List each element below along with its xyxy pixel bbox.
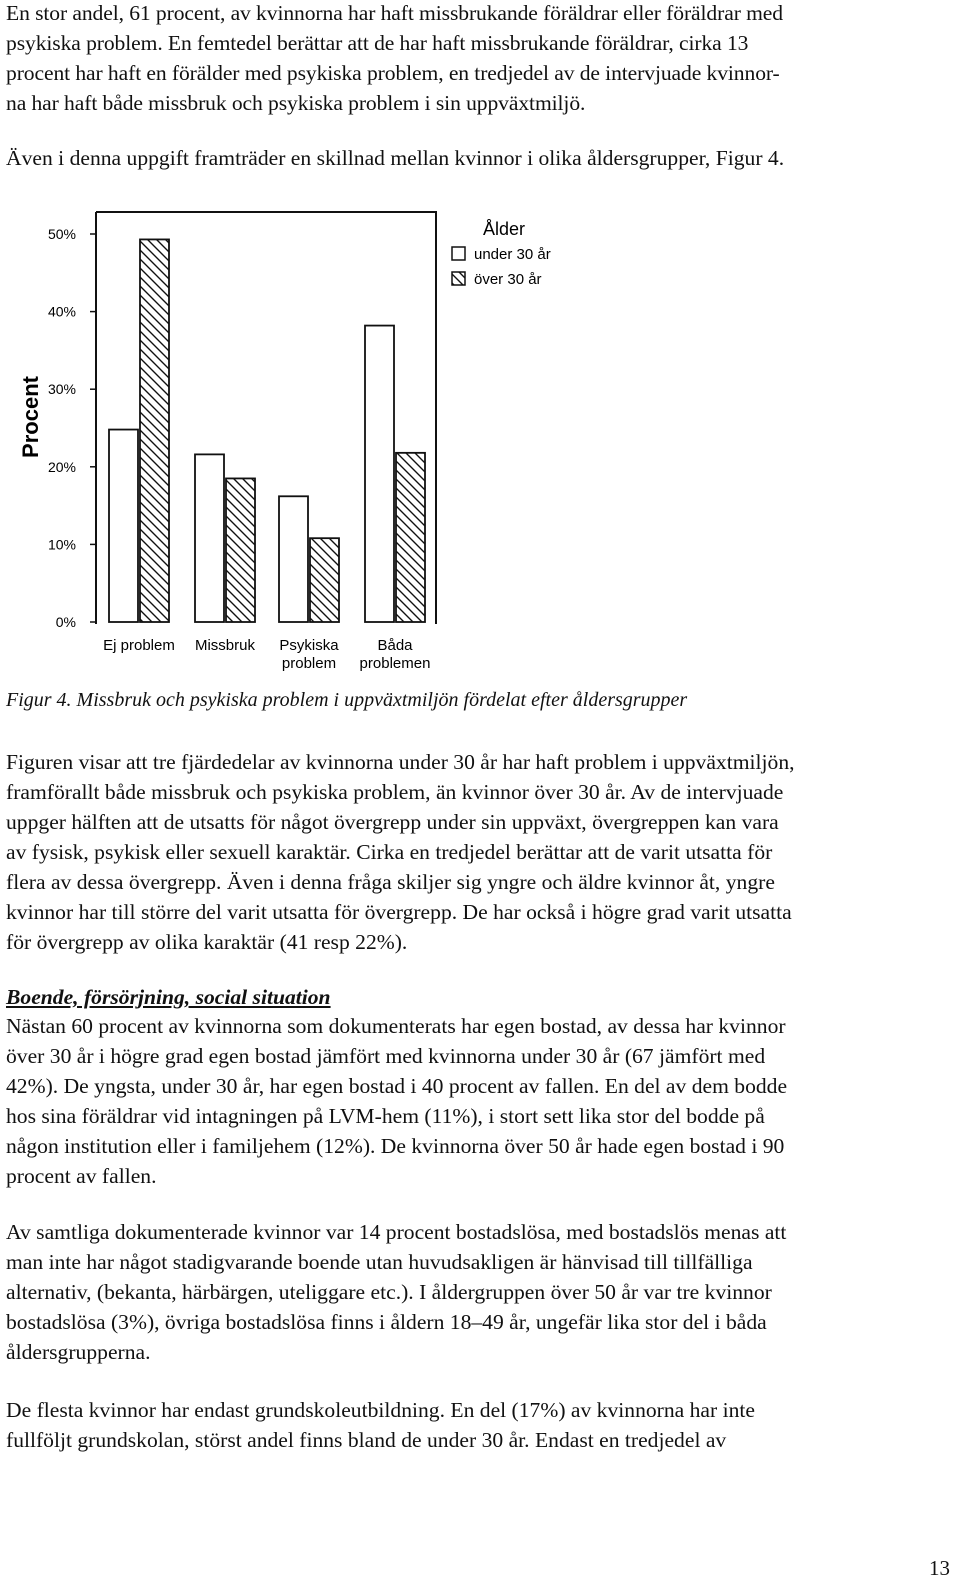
intro-paragraph: [6, 0, 956, 118]
x-category-label: Båda: [377, 637, 413, 654]
text-line: någon institution eller i familjehem (12%). De kvinnorna över 50 år hade egen bostad i 90: [6, 1134, 785, 1158]
text-line: De flesta kvinnor har endast grundskoleutbildning. En del (17%) av kvinnorna har inte: [6, 1398, 755, 1422]
text-line: psykiska problem. En femtedel berättar att de har haft missbrukande föräldrar, cirka 13: [6, 31, 749, 55]
text-line: na har haft både missbruk och psykiska problem i sin uppväxtmiljö.: [6, 91, 586, 115]
text-line: åldersgrupperna.: [6, 1340, 151, 1364]
text-line: uppger hälften att de utsatts för något övergrepp under sin uppväxt, övergreppen kan vara: [6, 810, 779, 834]
y-tick-label: 0%: [55, 614, 76, 630]
bar-over-30: [226, 478, 255, 622]
y-tick-label: 50%: [47, 226, 76, 242]
x-category-label: problemen: [359, 655, 431, 672]
y-axis-label: Procent: [18, 376, 43, 458]
text-line: man inte har något stadigvarande boende utan huvudsakligen är hänvisad till tillfälliga: [6, 1250, 753, 1274]
x-category-label: Psykiska: [279, 637, 339, 654]
bar-under-30: [365, 326, 394, 622]
legend-title: Ålder: [483, 219, 526, 239]
text-line: av fysisk, psykisk eller sexuell karaktär. Cirka en tredjedel berättar att de varit utsatta för: [6, 840, 773, 864]
bar-over-30: [310, 538, 339, 622]
bar-over-30: [396, 453, 425, 622]
text-line: Även i denna uppgift framträder en skillnad mellan kvinnor i olika åldersgrupper, Figur 4.: [6, 146, 785, 170]
text-line: bostadslösa (3%), övriga bostadslösa finns i åldern 18–49 år, ungefär lika stor del i båda: [6, 1310, 767, 1334]
bar-under-30: [195, 454, 224, 622]
text-line: flera av dessa övergrepp. Även i denna fråga skiljer sig yngre och äldre kvinnor åt, yngre: [6, 870, 775, 894]
bar-under-30: [109, 430, 138, 622]
x-category-label: problem: [281, 655, 337, 672]
text-line: över 30 år i högre grad egen bostad jämfört med kvinnorna under 30 år (67 jämfört med: [6, 1044, 766, 1068]
text-line: procent av fallen.: [6, 1164, 157, 1188]
y-tick-label: 20%: [47, 458, 76, 475]
text-line: kvinnor har till större del varit utsatta för övergrepp. De har också i högre grad varit utsatta: [6, 900, 792, 924]
legend-entry-label: över 30 år: [474, 271, 542, 288]
housing-paragraph: [6, 1011, 956, 1191]
bar-chart: [0, 200, 960, 690]
homeless-paragraph: [6, 1217, 956, 1367]
text-line: alternativ, (bekanta, härbärgen, uteliggare etc.). I åldergruppen över 50 år var tre kvinnor: [6, 1280, 772, 1304]
y-tick-label: 30%: [47, 381, 76, 398]
y-tick-label: 40%: [47, 303, 76, 320]
text-line: för övergrepp av olika karaktär (41 resp 22%).: [6, 930, 408, 954]
x-category-label: Ej problem: [103, 637, 175, 654]
text-line: Nästan 60 procent av kvinnorna som dokumenterats har egen bostad, av dessa har kvinnor: [6, 1014, 786, 1038]
text-line: procent har haft en förälder med psykiska problem, en tredjedel av de intervjuade kvinnor-: [6, 61, 780, 85]
x-category-label: Missbruk: [194, 637, 256, 654]
text-line: En stor andel, 61 procent, av kvinnorna har haft missbrukande föräldrar eller föräldrar med: [6, 1, 783, 25]
text-line: framförallt både missbruk och psykiska problem, än kvinnor över 30 år. Av de intervjuade: [6, 780, 784, 804]
text-line: 42%). De yngsta, under 30 år, har egen bostad i 40 procent av fallen. En del av dem bodde: [6, 1074, 788, 1098]
figure-discussion-paragraph: [6, 747, 956, 957]
legend-swatch: [452, 247, 465, 260]
figure-4-chart: [0, 200, 960, 690]
bar-under-30: [279, 496, 308, 622]
text-line: fullföljt grundskolan, störst andel finns bland de under 30 år. Endast en tredjedel av: [6, 1428, 727, 1452]
figure-caption: Figur 4. Missbruk och psykiska problem i uppväxtmiljön fördelat efter åldersgrupper: [6, 689, 688, 711]
bar-over-30: [140, 239, 169, 622]
legend-swatch: [452, 272, 465, 285]
figure-intro-paragraph: [6, 143, 956, 173]
education-paragraph: [6, 1395, 956, 1455]
y-tick-label: 10%: [47, 536, 76, 553]
section-heading: Boende, försörjning, social situation: [6, 985, 331, 1009]
legend-entry-label: under 30 år: [474, 246, 551, 263]
text-line: hos sina föräldrar vid intagningen på LVM-hem (11%), i stort sett lika stor del bodde på: [6, 1104, 765, 1128]
text-line: Av samtliga dokumenterade kvinnor var 14 procent bostadslösa, med bostadslös menas att: [6, 1220, 787, 1244]
page-number: 13: [929, 1556, 950, 1580]
text-line: Figuren visar att tre fjärdedelar av kvinnorna under 30 år har haft problem i uppväxtmiljön,: [6, 750, 795, 774]
